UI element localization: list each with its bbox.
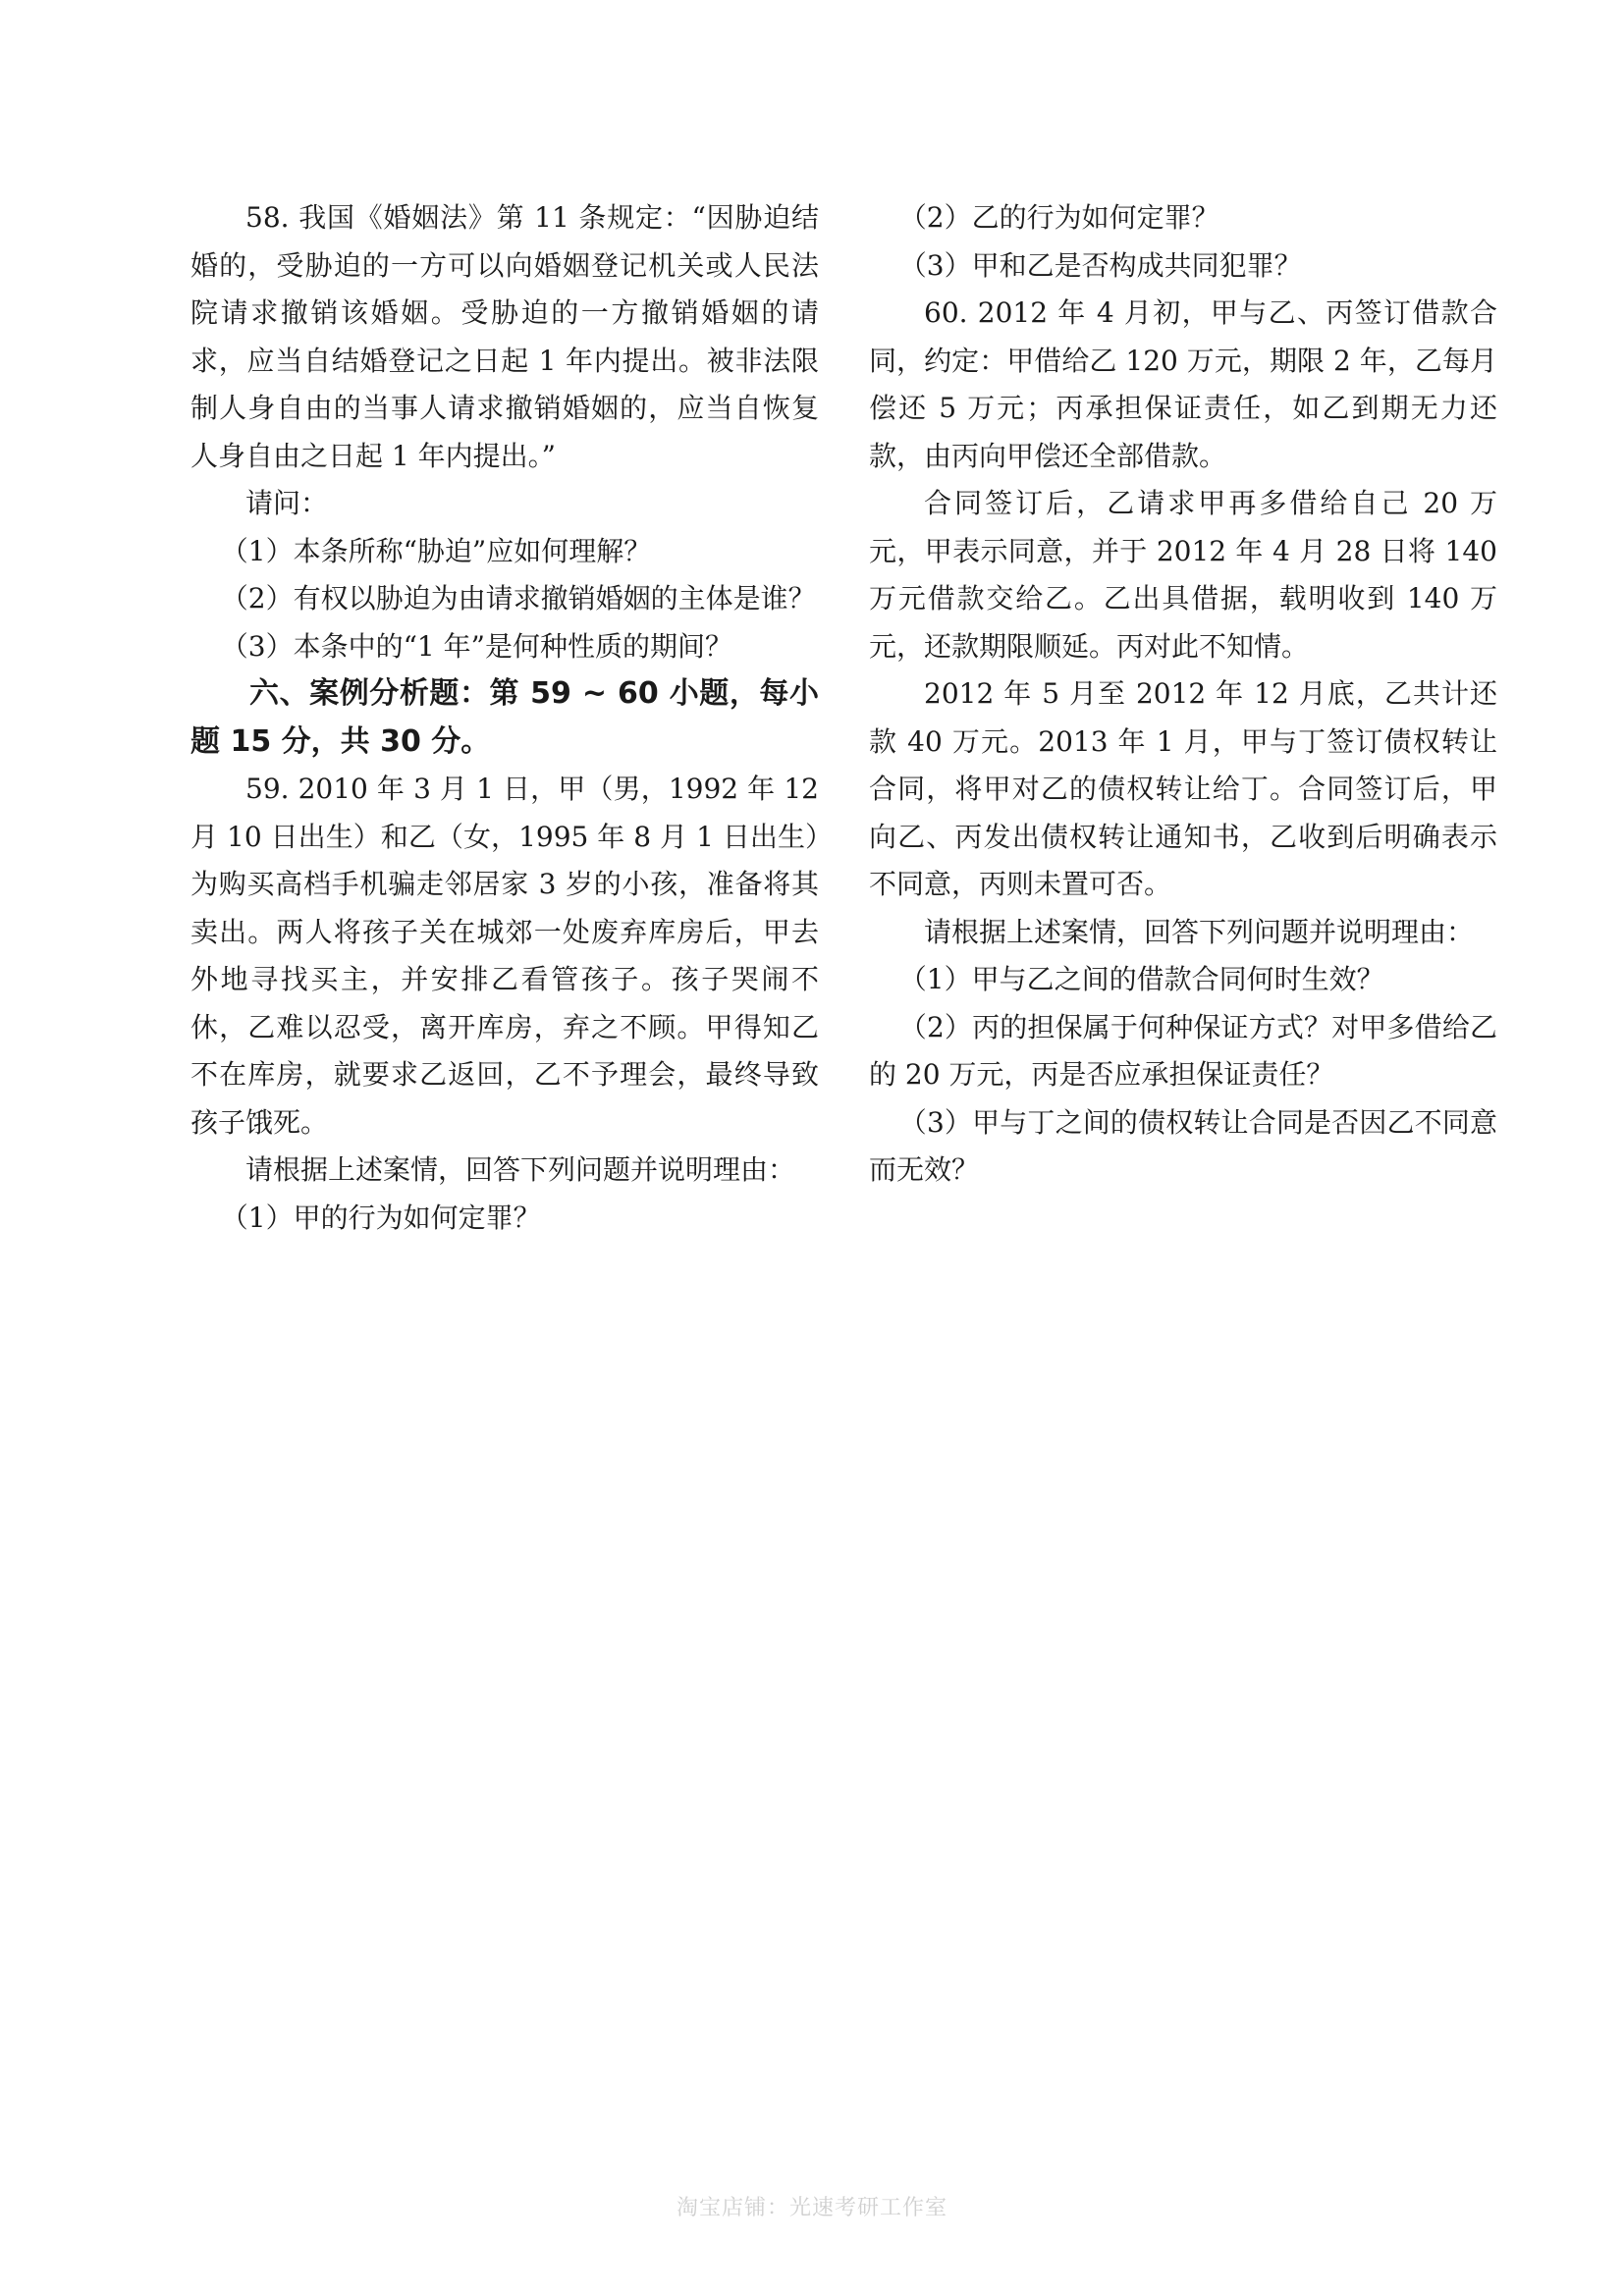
question-59-prompt: 请根据上述案情，回答下列问题并说明理由： xyxy=(245,1153,796,1186)
question-60-paragraph-2: 合同签订后，乙请求甲再多借给自己 20 万元，甲表示同意，并于 2012 年 4 月 28 日将 140 万元借款交给乙。乙出具借据，载明收到 140 万元，还款期限顺延。丙对此不知情。 xyxy=(869,487,1497,663)
right-column xyxy=(869,194,1497,1195)
question-59-item-3: （3）甲和乙是否构成共同犯罪？ xyxy=(898,248,1302,282)
question-58-text: 58. 我国《婚姻法》第 11 条规定：“因胁迫结婚的，受胁迫的一方可以向婚姻登记机关或人民法院请求撤销该婚姻。受胁迫的一方撤销婚姻的请求，应当自结婚登记之日起 1 年内提出。被非法限制人身自由的当事人请求撤销婚姻的，应当自恢复人身自由之日起 1 年内提出。” xyxy=(190,201,819,472)
question-59-text: 59. 2010 年 3 月 1 日，甲（男，1992 年 12 月 10 日出生）和乙（女，1995 年 8 月 1 日出生）为购买高档手机骗走邻居家 3 岁的小孩，准备将其卖出。两人将孩子关在城郊一处废弃库房后，甲去外地寻找买主，并安排乙看管孩子。孩子哭闹不休，乙难以忍受，离开库房，弃之不顾。甲得知乙不在库房，就要求乙返回，乙不予理会，最终导致孩子饿死。 xyxy=(190,773,819,1139)
shop-watermark: 淘宝店铺：光速考研工作室 xyxy=(676,2196,947,2220)
question-60-paragraph-3: 2012 年 5 月至 2012 年 12 月底，乙共计还款 40 万元。2013 年 1 月，甲与丁签订债权转让合同，将甲对乙的债权转让给丁。合同签订后，甲向乙、丙发出债权转让通知书，乙收到后明确表示不同意，丙则未置可否。 xyxy=(869,677,1497,900)
question-60-paragraph-1: 60. 2012 年 4 月初，甲与乙、丙签订借款合同，约定：甲借给乙 120 万元，期限 2 年，乙每月偿还 5 万元；丙承担保证责任，如乙到期无力还款，由丙向甲偿还全部借款。 xyxy=(869,296,1497,472)
question-59-item-2: （2）乙的行为如何定罪？ xyxy=(898,201,1219,234)
left-column xyxy=(190,194,819,1242)
question-58-item-2: （2）有权以胁迫为由请求撤销婚姻的主体是谁？ xyxy=(220,582,816,614)
question-58-item-1: （1）本条所称“胁迫”应如何理解？ xyxy=(220,534,652,567)
question-58-item-3: （3）本条中的“1 年”是何种性质的期间？ xyxy=(220,629,732,663)
question-60-item-2: （2）丙的担保属于何种保证方式？对甲多借给乙的 20 万元，丙是否应承担保证责任？ xyxy=(869,1010,1497,1091)
question-60-prompt: 请根据上述案情，回答下列问题并说明理由： xyxy=(924,915,1475,948)
question-59-item-1: （1）甲的行为如何定罪？ xyxy=(220,1201,541,1234)
question-60-item-3: （3）甲与丁之间的债权转让合同是否因乙不同意而无效？ xyxy=(869,1105,1497,1186)
question-58-prompt: 请问： xyxy=(245,487,329,519)
question-60-item-1: （1）甲与乙之间的借款合同何时生效？ xyxy=(898,963,1384,995)
section-heading: 六、案例分析题：第 59 ~ 60 小题，每小题 15 分，共 30 分。 xyxy=(190,676,819,759)
